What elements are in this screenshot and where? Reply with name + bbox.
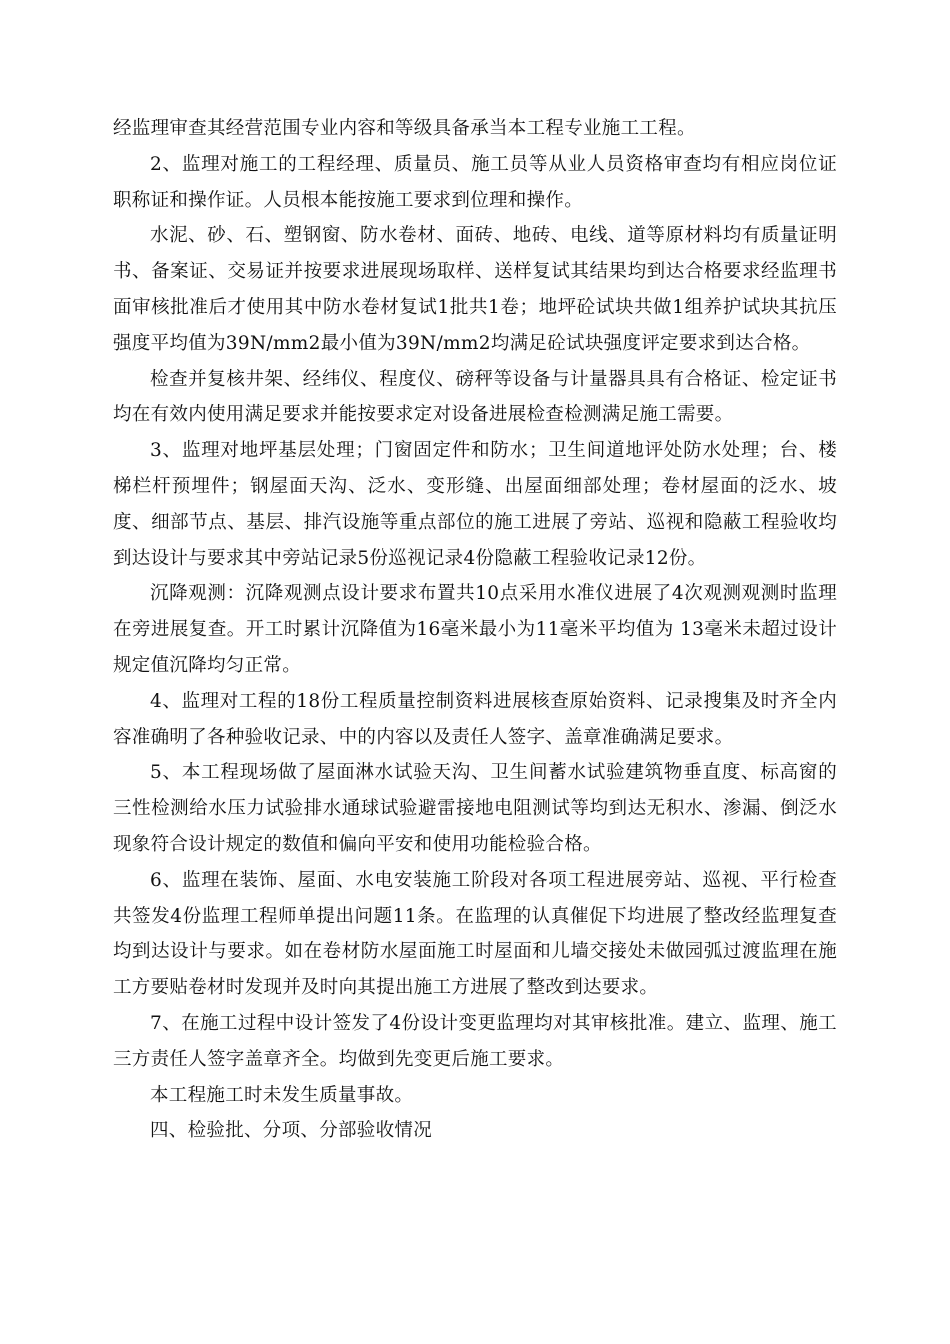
paragraph-key-parts-supervision: 3、监理对地坪基层处理；门窗固定件和防水；卫生间道地评处防水处理；台、楼梯栏杆预埋件；钢屋面天沟、泛水、变形缝、出屋面细部处理；卷材屋面的泛水、坡度、细部节点、基层、排汽设施等重点部位的施工进展了旁站、巡视和隐蔽工程验收均到达设计与要求其中旁站记录5份巡视记录4份隐蔽工程验收记录12份。 [113,440,837,569]
paragraph-equipment: 检查并复核井架、经纬仪、程度仪、磅秤等设备与计量器具具有合格证、检定证书均在有效内使用满足要求并能按要求定对设备进展检查检测满足施工需要。 [113,368,837,426]
paragraph-continuation: 经监理审查其经营范围专业内容和等级具备承当本工程专业施工工程。 [113,118,696,139]
document-body [113,111,837,1149]
paragraph-quality-records: 4、监理对工程的18份工程质量控制资料进展核查原始资料、记录搜集及时齐全内容准确明了各种验收记录、中的内容以及责任人签字、盖章准确满足要求。 [113,690,837,748]
paragraph-materials: 水泥、砂、石、塑钢窗、防水卷材、面砖、地砖、电线、道等原材料均有质量证明书、备案证、交易证并按要求进展现场取样、送样复试其结果均到达合格要求经监理书面审核批准后才使用其中防水卷材复试1批共1卷；地坪砼试块共做1组养护试块其抗压强度平均值为39N/mm2最小值为39N/mm2均满足砼试块强度评定要求到达合格。 [113,225,837,354]
section-heading-acceptance: 四、检验批、分项、分部验收情况 [150,1120,433,1142]
paragraph-inspection-rectification: 6、监理在装饰、屋面、水电安装施工阶段对各项工程进展旁站、巡视、平行检查共签发4份监理工程师单提出问题11条。在监理的认真催促下均进展了整改经监理复查均到达设计与要求。如在卷材防水屋面施工时屋面和儿墙交接处未做园弧过渡监理在施工方要贴卷材时发现并及时向其提出施工方进展了整改到达要求。 [113,869,837,999]
paragraph-personnel-qualification: 2、监理对施工的工程经理、质量员、施工员等从业人员资格审查均有相应岗位证职称证和操作证。人员根本能按施工要求到位理和操作。 [113,153,837,211]
paragraph-design-changes: 7、在施工过程中设计签发了4份设计变更监理均对其审核批准。建立、监理、施工三方责任人签字盖章齐全。均做到先变更后施工要求。 [113,1012,837,1070]
paragraph-site-tests: 5、本工程现场做了屋面淋水试验天沟、卫生间蓄水试验建筑物垂直度、标高窗的三性检测给水压力试验排水通球试验避雷接地电阻测试等均到达无积水、渗漏、倒泛水现象符合设计规定的数值和偏向平安和使用功能检验合格。 [113,762,837,855]
paragraph-settlement-observation: 沉降观测：沉降观测点设计要求布置共10点采用水准仪进展了4次观测观测时监理在旁进展复查。开工时累计沉降值为16毫米最小为11毫米平均值为 13毫米未超过设计规定值沉降均匀正常。 [113,583,837,676]
paragraph-no-accidents: 本工程施工时未发生质量事故。 [150,1084,414,1106]
